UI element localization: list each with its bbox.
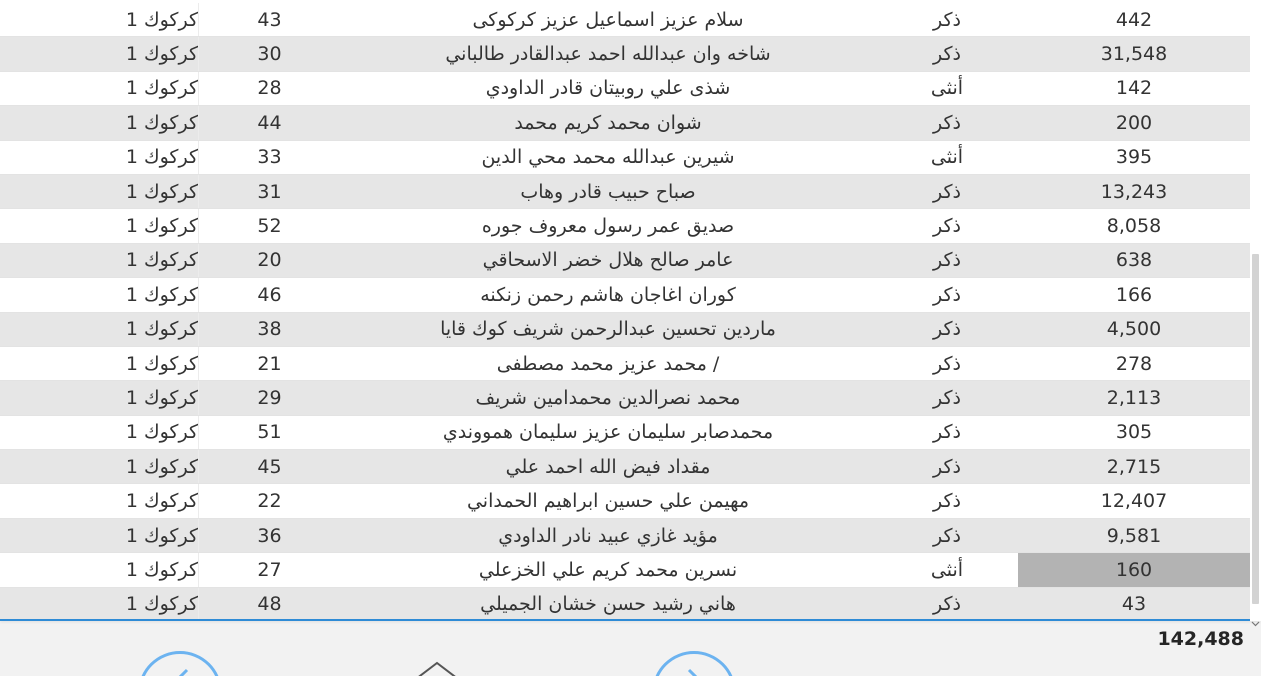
votes-cell[interactable]: 12,407 xyxy=(1100,490,1168,513)
name-cell[interactable]: صباح حبيب قادر وهاب xyxy=(520,180,696,203)
name-cell[interactable]: ماردين تحسين عبدالرحمن شريف كوك قايا xyxy=(440,318,776,341)
gender-cell[interactable]: ذكر xyxy=(933,180,961,203)
name-cell[interactable]: مؤيد غازي عبيد نادر الداودي xyxy=(498,524,718,547)
chevron-right-icon xyxy=(677,666,713,676)
age-cell[interactable]: 30 xyxy=(198,37,340,70)
age-cell[interactable]: 33 xyxy=(198,141,340,174)
votes-cell[interactable]: 2,715 xyxy=(1106,455,1162,478)
table-row[interactable] xyxy=(0,37,1250,71)
gender-cell[interactable]: ذكر xyxy=(933,455,961,478)
city-cell[interactable]: كركوك 1 xyxy=(125,180,198,203)
city-cell[interactable]: كركوك 1 xyxy=(125,8,198,31)
name-cell[interactable]: صديق عمر رسول معروف جوره xyxy=(481,215,735,238)
votes-cell[interactable]: 13,243 xyxy=(1100,180,1168,203)
table-row[interactable] xyxy=(0,209,1250,243)
votes-cell[interactable]: 166 xyxy=(1115,283,1153,306)
city-cell[interactable]: كركوك 1 xyxy=(125,455,198,478)
age-cell[interactable]: 51 xyxy=(198,416,340,449)
gender-cell[interactable]: ذكر xyxy=(933,490,961,513)
gender-cell[interactable]: ذكر xyxy=(933,43,961,66)
city-cell[interactable]: كركوك 1 xyxy=(125,421,198,444)
gender-cell[interactable]: ذكر xyxy=(933,352,961,375)
city-cell[interactable]: كركوك 1 xyxy=(125,111,198,134)
name-cell[interactable]: محمد نصرالدين محمدامين شريف xyxy=(475,386,741,409)
gender-cell[interactable]: أنثى xyxy=(930,77,964,100)
age-cell[interactable]: 36 xyxy=(198,519,340,552)
name-cell[interactable]: كوران اغاجان هاشم رحمن زنكنه xyxy=(480,283,736,306)
name-cell[interactable]: محمدصابر سليمان عزيز سليمان همووندي xyxy=(442,421,774,444)
city-cell[interactable]: كركوك 1 xyxy=(125,558,198,581)
name-cell[interactable]: مهيمن علي حسين ابراهيم الحمداني xyxy=(466,490,750,513)
city-cell[interactable]: كركوك 1 xyxy=(125,77,198,100)
votes-cell[interactable]: 442 xyxy=(1115,8,1153,31)
table-body[interactable] xyxy=(0,3,1250,619)
city-cell[interactable]: كركوك 1 xyxy=(125,386,198,409)
votes-cell[interactable]: 43 xyxy=(1121,593,1147,616)
table-row[interactable] xyxy=(0,175,1250,209)
table-row[interactable] xyxy=(0,278,1250,312)
name-cell[interactable]: شذى علي روبيتان قادر الداودي xyxy=(485,77,731,100)
name-cell[interactable]: عامر صالح هلال خضر الاسحاقي xyxy=(482,249,734,272)
table-row[interactable] xyxy=(0,72,1250,106)
table-row[interactable] xyxy=(0,450,1250,484)
gender-cell[interactable]: أنثى xyxy=(930,146,964,169)
name-cell[interactable]: شوان محمد كريم محمد xyxy=(514,111,702,134)
table-row[interactable] xyxy=(0,484,1250,518)
city-cell[interactable]: كركوك 1 xyxy=(125,215,198,238)
age-cell[interactable]: 52 xyxy=(198,209,340,242)
chevron-left-icon xyxy=(163,666,199,676)
gender-cell[interactable]: ذكر xyxy=(933,215,961,238)
city-cell[interactable]: كركوك 1 xyxy=(125,593,198,616)
home-icon xyxy=(404,654,470,676)
city-cell[interactable]: كركوك 1 xyxy=(125,318,198,341)
gender-cell[interactable]: ذكر xyxy=(933,318,961,341)
gender-cell[interactable]: ذكر xyxy=(933,283,961,306)
city-cell[interactable]: كركوك 1 xyxy=(125,249,198,272)
age-cell[interactable]: 29 xyxy=(198,381,340,414)
gender-cell[interactable]: ذكر xyxy=(933,111,961,134)
gender-cell[interactable]: ذكر xyxy=(933,524,961,547)
prev-page-button[interactable] xyxy=(138,651,222,676)
name-cell[interactable]: نسرين محمد كريم علي الخزعلي xyxy=(478,558,738,581)
votes-cell[interactable]: 9,581 xyxy=(1106,524,1162,547)
votes-cell[interactable]: 4,500 xyxy=(1106,318,1162,341)
age-cell[interactable]: 20 xyxy=(198,244,340,277)
votes-cell[interactable]: 142 xyxy=(1115,77,1153,100)
home-button[interactable] xyxy=(404,654,470,676)
table-row[interactable] xyxy=(0,141,1250,175)
age-cell[interactable]: 28 xyxy=(198,72,340,105)
age-cell[interactable]: 38 xyxy=(198,313,340,346)
city-cell[interactable]: كركوك 1 xyxy=(125,43,198,66)
votes-total: 142,488 xyxy=(1157,628,1244,650)
age-cell[interactable]: 46 xyxy=(198,278,340,311)
votes-cell[interactable]: 395 xyxy=(1115,146,1153,169)
name-cell[interactable]: شيرين عبدالله محمد محي الدين xyxy=(481,146,735,169)
name-cell[interactable]: سلام عزيز اسماعيل عزيز كركوكى xyxy=(472,8,744,31)
age-cell[interactable]: 43 xyxy=(198,3,340,36)
table-row[interactable] xyxy=(0,347,1250,381)
age-cell[interactable]: 44 xyxy=(198,106,340,139)
city-cell[interactable]: كركوك 1 xyxy=(125,352,198,375)
next-page-button[interactable] xyxy=(652,651,736,676)
name-cell[interactable]: / محمد عزيز محمد مصطفى xyxy=(496,352,720,375)
scrollbar-thumb[interactable] xyxy=(1252,254,1259,604)
gender-cell[interactable]: ذكر xyxy=(933,8,961,31)
table-row[interactable] xyxy=(0,416,1250,450)
votes-cell[interactable]: 2,113 xyxy=(1106,386,1162,409)
name-cell[interactable]: شاخه وان عبدالله احمد عبدالقادر طالباني xyxy=(445,43,771,66)
chevron-down-icon xyxy=(1251,621,1260,627)
city-cell[interactable]: كركوك 1 xyxy=(125,146,198,169)
votes-cell[interactable]: 278 xyxy=(1115,352,1153,375)
age-cell[interactable]: 45 xyxy=(198,450,340,483)
age-cell[interactable]: 31 xyxy=(198,175,340,208)
scroll-down-button[interactable] xyxy=(1250,617,1261,631)
vertical-scrollbar[interactable] xyxy=(1250,0,1261,621)
city-cell[interactable]: كركوك 1 xyxy=(125,283,198,306)
gender-cell[interactable]: ذكر xyxy=(933,249,961,272)
votes-cell[interactable]: 305 xyxy=(1115,421,1153,444)
table-row[interactable] xyxy=(0,3,1250,37)
age-cell[interactable]: 27 xyxy=(198,553,340,586)
gender-cell[interactable]: ذكر xyxy=(933,386,961,409)
votes-cell[interactable]: 200 xyxy=(1115,111,1153,134)
gender-cell[interactable]: أنثى xyxy=(930,558,964,581)
table-row[interactable] xyxy=(0,588,1250,619)
name-cell[interactable]: هاني رشيد حسن خشان الجميلي xyxy=(480,593,736,616)
table-row[interactable] xyxy=(0,313,1250,347)
gender-cell[interactable]: ذكر xyxy=(933,593,961,616)
table-row[interactable] xyxy=(0,381,1250,415)
age-cell[interactable]: 21 xyxy=(198,347,340,380)
votes-cell[interactable]: 31,548 xyxy=(1100,43,1168,66)
votes-cell[interactable]: 8,058 xyxy=(1106,215,1162,238)
votes-cell[interactable]: 638 xyxy=(1115,249,1153,272)
table-row[interactable] xyxy=(0,106,1250,140)
table-row[interactable] xyxy=(0,519,1250,553)
age-cell[interactable]: 22 xyxy=(198,484,340,517)
table-footer-divider xyxy=(0,619,1250,621)
gender-cell[interactable]: ذكر xyxy=(933,421,961,444)
table-row[interactable] xyxy=(0,244,1250,278)
age-cell[interactable]: 48 xyxy=(198,588,340,619)
city-cell[interactable]: كركوك 1 xyxy=(125,524,198,547)
table-row[interactable] xyxy=(0,553,1250,587)
city-cell[interactable]: كركوك 1 xyxy=(125,490,198,513)
name-cell[interactable]: مقداد فيض الله احمد علي xyxy=(505,455,711,478)
votes-cell[interactable]: 160 xyxy=(1018,553,1250,586)
